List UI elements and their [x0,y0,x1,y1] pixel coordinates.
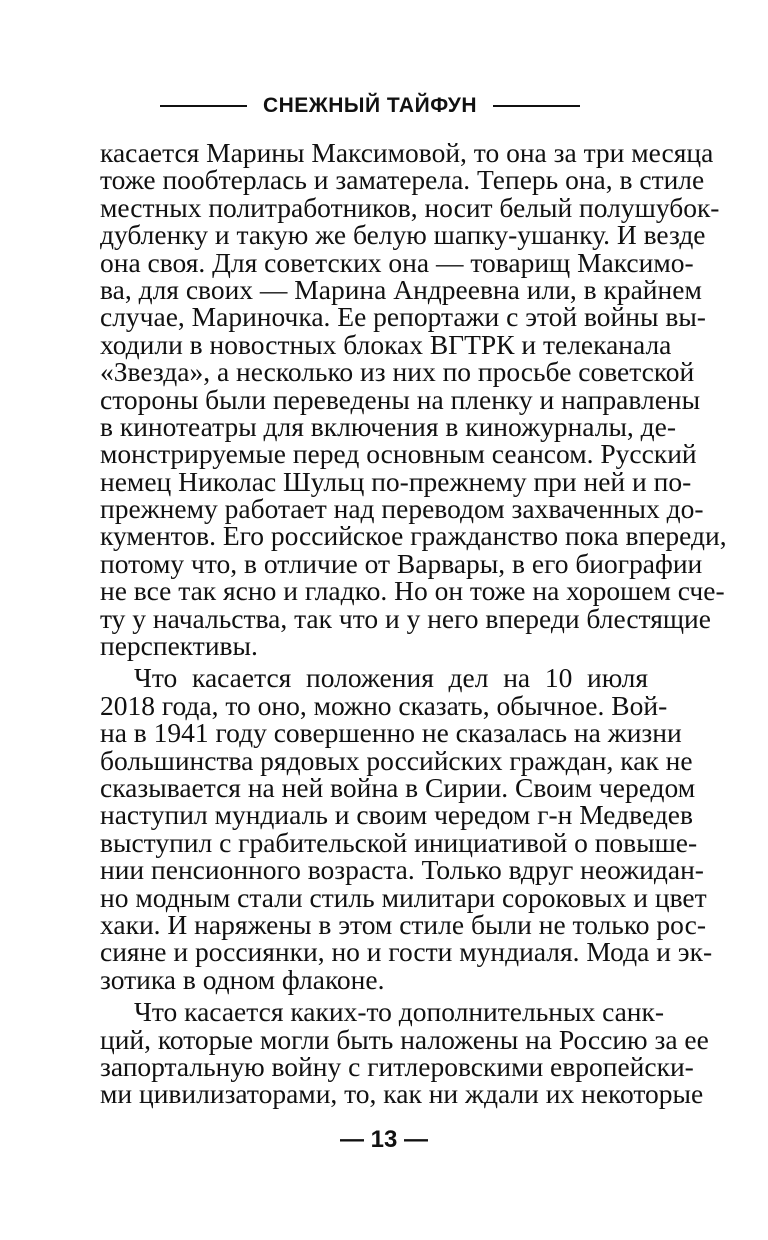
text-line: на в 1941 году совершенно не сказалась на жизни [100,717,682,749]
text-line: местных политработников, носит белый полушубок- [100,191,720,223]
text-line: ми цивилизаторами, то, как ни ждали их некоторые [100,1078,704,1110]
text-line: сказывается на ней война в Сирии. Своим чередом [100,771,696,803]
paragraph [100,996,709,1110]
text-line: она своя. Для советских она — товарищ Максимо- [100,246,694,278]
text-line: монстрируемые перед основным сеансом. Русский [100,438,697,470]
text-line: большинства рядовых российских граждан, как не [100,744,693,776]
text-line: Что касается каких-то дополнительных санк- [134,996,665,1028]
running-header-title: СНЕЖНЫЙ ТАЙФУН [262,94,478,117]
text-line: наступил мундиаль и своим чередом г-н Медведев [100,799,693,831]
text-line: потому что, в отличие от Варвары, в его биографии [100,547,703,579]
text-line: хаки. И наряжены в этом стиле были не только рос- [100,908,706,940]
paragraph [100,137,727,662]
text-line: 2018 года, то оно, можно сказать, обычное. Вой- [100,689,668,721]
body-text [100,137,727,1110]
text-line: тоже пообтерлась и заматерела. Теперь она, в стиле [100,164,705,196]
page-number: — 13 — [339,1126,429,1153]
header-rule-right [493,105,580,107]
text-line: Что касается положения дел на 10 июля [134,662,648,694]
text-line: зотика в одном флаконе. [100,963,385,995]
text-line: нии пенсионного возраста. Только вдруг неожидан- [100,854,704,886]
text-line: ва, для своих — Марина Андреевна или, в крайнем [100,273,702,305]
text-line: «Звезда», а несколько из них по просьбе советской [100,356,695,388]
text-line: прежнему работает над переводом захваченных до- [100,493,704,525]
text-line: запортальную войну с гитлеровскими европейски- [100,1050,694,1082]
running-header [160,90,580,122]
text-line: кументов. Его российское гражданство пока впереди, [100,520,727,552]
text-line: не все так ясно и гладко. Но он тоже на хорошем сче- [100,575,725,607]
text-line: ту у начальства, так что и у него впереди блестящие [100,602,711,634]
text-line: ходили в новостных блоках ВГТРК и телеканала [100,328,672,360]
text-line: перспективы. [100,630,258,662]
text-line: в кинотеатры для включения в киножурналы, де- [100,410,677,442]
text-line: ций, которые могли быть наложены на Россию за ее [100,1023,709,1055]
text-line: сияне и россиянки, но и гости мундиаля. Мода и эк- [100,936,713,968]
paragraph [100,662,713,995]
text-line: дубленку и такую же белую шапку-ушанку. И везде [100,219,706,251]
text-line: немец Николас Шульц по-прежнему при ней и по- [100,465,692,497]
text-line: но модным стали стиль милитари сороковых и цвет [100,881,707,913]
text-line: стороны были переведены на пленку и направлены [100,383,701,415]
text-line: случае, Мариночка. Ее репортажи с этой войны вы- [100,301,706,333]
text-line: выступил с грабительской инициативой о повыше- [100,826,698,858]
text-line: касается Марины Максимовой, то она за три месяца [100,137,714,168]
header-rule-left [160,105,247,107]
